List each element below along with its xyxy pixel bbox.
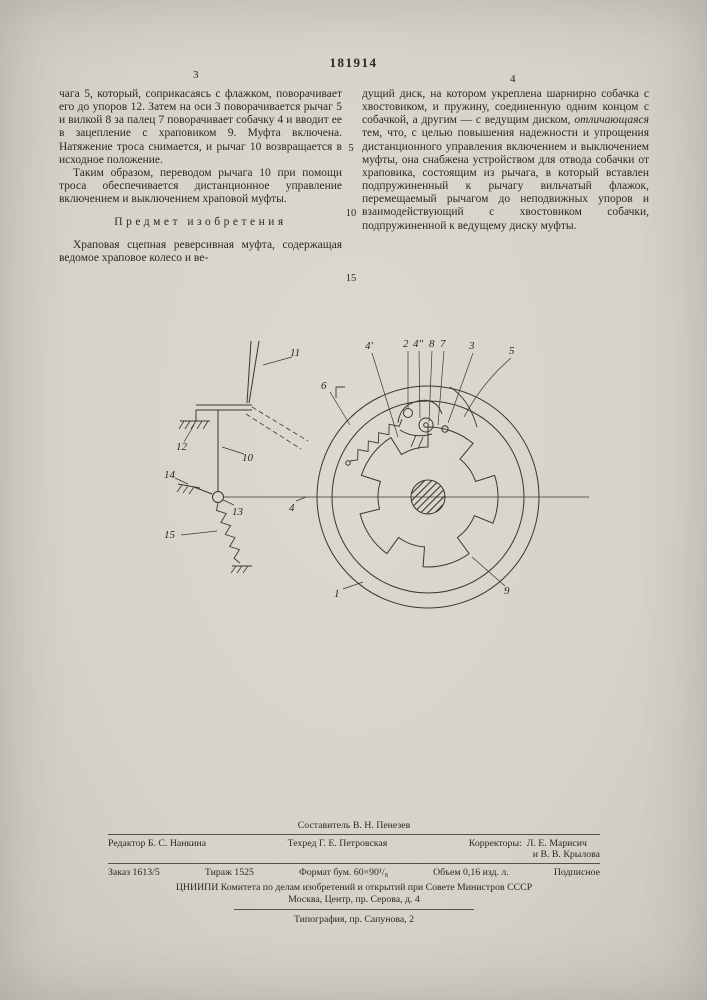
margin-line-number-5: 5 [348, 143, 354, 154]
imprint-footer [108, 820, 600, 925]
claim-italic-term: отличающаяся [574, 114, 649, 127]
footer-rule [108, 834, 600, 835]
footer-rule [108, 863, 600, 864]
pawl-body [400, 430, 432, 436]
pawl-pin [404, 409, 413, 418]
leader-5 [464, 358, 511, 417]
leader-9 [472, 557, 505, 586]
patent-drawing [100, 335, 620, 635]
edition-volume: Объем 0,16 изд. л. [433, 867, 509, 878]
correctors-label: Корректоры: [468, 838, 522, 849]
leader-4 [296, 497, 306, 501]
ground-tick [203, 421, 208, 429]
figure-label-8: 8 [429, 338, 435, 350]
pawl-pivot [419, 418, 433, 432]
figure-label-12: 12 [176, 441, 187, 453]
corrector-names [527, 838, 600, 860]
body-paragraph: Таким образом, переводом рычага 10 при помощи троса обеспечивается дистанционное управление включением и выключением храповой муфты. [59, 166, 342, 206]
leader-11 [263, 357, 292, 365]
body-paragraph: чага 5, который, соприкасаясь с флажком, поворачивает его до упоров 12. Затем на оси 3 поворачивается рычаг 5 и вилкой 8 за палец 7 поворачивает собачку 4 и вводит ее в зацепление с храповиком 9. Муфта включена. Натяжение троса снимается, и рычаг 10 возвращается в исходное положение. [59, 88, 342, 166]
claim-paragraph [362, 88, 649, 233]
ground-tick [179, 421, 184, 429]
ground-tick [197, 421, 202, 429]
figure-label-4: 4 [289, 502, 295, 514]
claim-text: тем, что, с целью повышения надежности и упрощения дистанционного управления включением и выключением муфты, она снабжена устройством для отвода собачки от храповика, состоящим из рычага, в который вставлен подпружиненный к рычагу вильчатый флажок, перемещаемый рычагом до неподвижных упоров и взаимодействующий с хвостовиком собачки, подпружиненной к ведущему диску муфты. [362, 127, 649, 232]
ground-tick [191, 421, 196, 429]
figure-label-3: 3 [469, 340, 475, 352]
leader-10 [222, 447, 244, 454]
flag-alternate-position-dashed [246, 414, 301, 449]
ground-tick [237, 566, 242, 573]
figure-label-10: 10 [242, 452, 253, 464]
technical-editor-credit: Техред Г. Е. Петровская [287, 838, 388, 849]
spring-anchor-pin [346, 461, 350, 465]
support-link [194, 487, 212, 494]
printing-house: Типография, пр. Сапунова, 2 [293, 914, 415, 925]
corrector-name: и В. В. Крылова [532, 849, 600, 860]
correctors-credit [469, 838, 600, 860]
figure-label-2: 2 [403, 338, 409, 350]
leader-1 [343, 582, 363, 589]
leader-15 [181, 531, 217, 535]
left-text-column [59, 88, 342, 265]
ground-tick [183, 486, 188, 493]
figure-label-1: 1 [334, 588, 340, 600]
credits-row [108, 838, 600, 860]
margin-line-number-10: 10 [345, 208, 357, 219]
ground-tick [231, 566, 236, 573]
figure-label-5: 5 [509, 345, 515, 357]
compiler-credit: Составитель В. Н. Пенезев [297, 820, 411, 831]
drawing-linework [175, 341, 589, 608]
corrector-name: Л. Е. Марисич [526, 838, 587, 849]
figure-label-9: 9 [504, 585, 510, 597]
ground-tick [243, 566, 248, 573]
figure-label-11: 11 [290, 347, 301, 359]
figure-label-4prime: 4' [365, 340, 373, 352]
patent-number: 181914 [329, 55, 378, 70]
figure-label-15: 15 [164, 529, 175, 541]
lever-pivot [213, 492, 224, 503]
leader-4doubleprime [419, 351, 420, 418]
leader-13 [223, 500, 234, 505]
publisher-line: ЦНИИПИ Комитета по делам изобретений и открытий при Совете Министров СССР [175, 882, 533, 893]
ground-tick [185, 421, 190, 429]
figure-label-6: 6 [321, 380, 327, 392]
figure-label-4doubleprime: 4" [413, 338, 424, 350]
figure-label-13: 13 [232, 506, 243, 518]
paper-format: Формат бум. 60×90¹/₈ [298, 867, 389, 878]
fork-prong [411, 435, 416, 447]
order-number: Заказ 1613/5 [108, 867, 160, 878]
claim-text: дущий диск, на котором укреплена шарнирно собачка с хвостовиком, и пружину, соединенную одним концом с собачкой, а другим — с ведущим диском, [362, 88, 649, 127]
corner-mark [336, 387, 345, 398]
right-text-column [362, 88, 649, 233]
leader-4prime [372, 353, 398, 437]
column-number-right: 4 [510, 73, 516, 85]
body-paragraph: Храповая сцепная реверсивная муфта, содержащая ведомое храповое колесо и ве- [59, 238, 342, 264]
editor-credit: Редактор Б. С. Нанкина [108, 838, 207, 849]
section-heading: Предмет изобретения [114, 216, 287, 229]
figure-labels [164, 338, 515, 600]
figure-label-7: 7 [440, 338, 446, 350]
footer-rule-short [234, 909, 474, 910]
figure-label-14: 14 [164, 469, 175, 481]
ground-tick [189, 487, 194, 494]
subscription-note: Подписное [553, 867, 600, 878]
leader-14 [175, 478, 188, 484]
print-run: Тираж 1525 [204, 867, 254, 878]
leader-6 [330, 392, 350, 425]
leader-7 [438, 351, 444, 425]
order-row [108, 867, 600, 878]
margin-line-number-15: 15 [345, 273, 357, 284]
column-number-left: 3 [193, 69, 199, 81]
publisher-address: Москва, Центр, пр. Серова, д. 4 [288, 894, 420, 905]
pawl-pivot-center [424, 423, 429, 428]
ground-tick [177, 485, 182, 492]
